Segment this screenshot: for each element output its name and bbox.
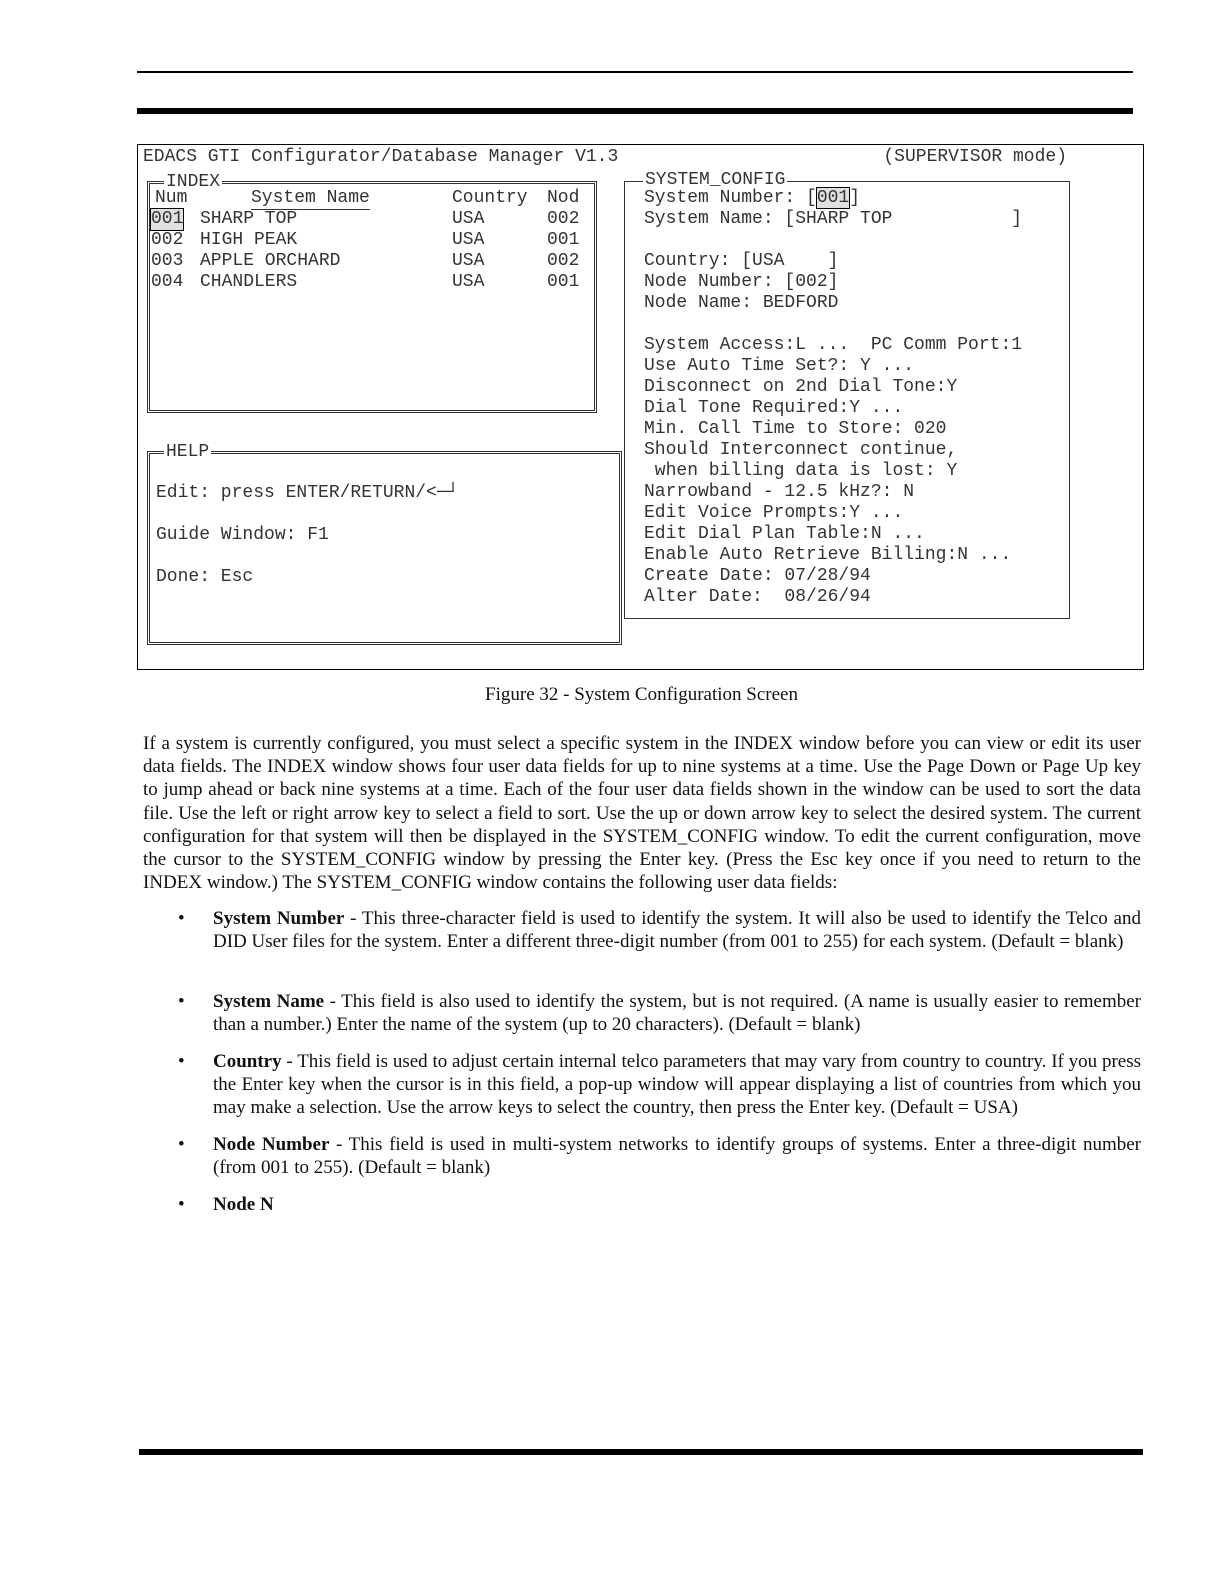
help-done-line: Done: Esc xyxy=(156,567,254,587)
header-rule-thin xyxy=(137,71,1133,73)
row-node: 002 xyxy=(547,251,580,271)
header-num[interactable]: Num xyxy=(155,188,188,208)
row-node: 001 xyxy=(547,272,580,292)
row-country: USA xyxy=(452,251,485,271)
interconnect-field-cont[interactable]: when billing data is lost: Y xyxy=(644,461,958,481)
bullet-text: - This field is used in multi-system networks to identify groups of systems. Enter a three-digit number (from 001 to 255). (Default = blank) xyxy=(213,1134,1141,1179)
create-date-field: Create Date: 07/28/94 xyxy=(644,566,871,586)
row-system-name: CHANDLERS xyxy=(200,272,298,292)
system-access-field[interactable]: System Access:L ... PC Comm Port:1 xyxy=(644,335,1023,355)
body-paragraph: If a system is currently configured, you must select a specific system in the INDEX window before you can view or edit its user data fields. The INDEX window shows four user data fields for up to nine systems at a time. Use the Page Down or Page Up key to jump ahead or back nine systems at a time. Each of the four user data fields shown in the window can be used to sort the data file. Use the left or right arrow key to select a field to sort. Use the up or down arrow key to select the desired system. The current configuration for that system will then be displayed in the SYSTEM_CONFIG window. To edit the current configuration, move the cursor to the SYSTEM_CONFIG window by pressing the Enter key. (Press the Esc key once if you need to return to the INDEX window.) The SYSTEM_CONFIG window contains the following user data fields: xyxy=(143,733,1141,894)
row-num: 001 xyxy=(151,209,184,229)
bullet-term: Node Number xyxy=(213,1134,330,1155)
system-name-field[interactable]: System Name: [SHARP TOP ] xyxy=(644,209,1023,229)
bullet-term: System Name xyxy=(213,991,325,1012)
header-system-name[interactable]: System Name xyxy=(251,188,370,208)
app-title: EDACS GTI Configurator/Database Manager V1.3 xyxy=(143,147,619,167)
row-num: 002 xyxy=(151,230,184,250)
row-system-name: APPLE ORCHARD xyxy=(200,251,341,271)
bullet-system-number xyxy=(213,907,1141,953)
index-window[interactable] xyxy=(147,172,597,413)
bullet-term: Node N xyxy=(213,1194,274,1215)
interconnect-field: Should Interconnect continue, xyxy=(644,440,958,460)
system-config-window[interactable] xyxy=(624,170,1070,619)
row-system-name: SHARP TOP xyxy=(200,209,298,229)
mode-indicator: (SUPERVISOR mode) xyxy=(883,147,1067,167)
bullet-symbol: • xyxy=(178,1134,185,1155)
narrowband-field[interactable]: Narrowband - 12.5 kHz?: N xyxy=(644,482,915,502)
bullet-text: - This field is also used to identify the system, but is not required. (A name is usually easier to remember than a number.) Enter the name of the system (up to 20 characters). (Default = blank) xyxy=(213,991,1142,1036)
bullet-text: - This three-character field is used to identify the system. It will also be used to identify the Telco and DID User files for the system. Enter a different three-digit number (from 001 to 255) for each system. (Default = blank) xyxy=(213,908,1141,953)
dial-plan-field[interactable]: Edit Dial Plan Table:N ... xyxy=(644,524,925,544)
header-node[interactable]: Nod xyxy=(547,188,580,208)
index-window-label: INDEX xyxy=(166,172,221,192)
bullet-term: Country xyxy=(213,1051,282,1072)
help-edit-line: Edit: press ENTER/RETURN/<─┘ xyxy=(156,483,459,503)
row-country: USA xyxy=(452,230,485,250)
system-config-label: SYSTEM_CONFIG xyxy=(645,170,786,190)
bullet-symbol: • xyxy=(178,991,185,1012)
auto-retrieve-field[interactable]: Enable Auto Retrieve Billing:N ... xyxy=(644,545,1012,565)
header-country[interactable]: Country xyxy=(452,188,528,208)
help-window-label: HELP xyxy=(166,442,210,462)
min-call-time-field[interactable]: Min. Call Time to Store: 020 xyxy=(644,419,947,439)
bullet-symbol: • xyxy=(178,908,185,929)
row-country: USA xyxy=(452,209,485,229)
bullet-symbol: • xyxy=(178,1051,185,1072)
index-row[interactable] xyxy=(150,209,580,230)
row-num: 004 xyxy=(151,272,184,292)
help-window xyxy=(147,442,622,645)
bullet-term: System Number xyxy=(213,908,345,929)
country-field[interactable]: Country: [USA ] xyxy=(644,251,839,271)
disconnect-field[interactable]: Disconnect on 2nd Dial Tone:Y xyxy=(644,377,958,397)
bullet-node-name xyxy=(213,1193,1141,1216)
bullet-country xyxy=(213,1050,1141,1120)
figure-caption: Figure 32 - System Configuration Screen xyxy=(485,684,798,705)
terminal-screenshot xyxy=(137,144,1144,670)
alter-date-field: Alter Date: 08/26/94 xyxy=(644,587,871,607)
row-node: 002 xyxy=(547,209,580,229)
row-node: 001 xyxy=(547,230,580,250)
system-number-label: System Number: [ xyxy=(644,188,817,208)
system-number-field[interactable] xyxy=(644,188,860,209)
help-guide-line: Guide Window: F1 xyxy=(156,525,329,545)
bullet-symbol: • xyxy=(178,1194,185,1215)
bullet-text: - This field is used to adjust certain internal telco parameters that may vary from country to country. If you press the Enter key when the cursor is in this field, a pop-up window will appear displaying a list of countries from which you may make a selection. Use the arrow keys to select the country, then press the Enter key. (Default = USA) xyxy=(213,1051,1141,1119)
bullet-node-number xyxy=(213,1133,1141,1179)
node-name-field: Node Name: BEDFORD xyxy=(644,293,839,313)
index-row[interactable] xyxy=(150,251,580,272)
bullet-system-name xyxy=(213,990,1141,1036)
node-number-field[interactable]: Node Number: [002] xyxy=(644,272,839,292)
row-country: USA xyxy=(452,272,485,292)
footer-rule xyxy=(139,1449,1143,1455)
row-system-name: HIGH PEAK xyxy=(200,230,298,250)
system-number-bracket: ] xyxy=(849,188,861,208)
row-num: 003 xyxy=(151,251,184,271)
system-number-value[interactable]: 001 xyxy=(816,188,850,208)
auto-time-field[interactable]: Use Auto Time Set?: Y ... xyxy=(644,356,915,376)
index-row[interactable] xyxy=(150,230,580,251)
voice-prompts-field[interactable]: Edit Voice Prompts:Y ... xyxy=(644,503,904,523)
header-rule-thick xyxy=(137,108,1133,114)
index-row[interactable] xyxy=(150,272,580,293)
dial-tone-field[interactable]: Dial Tone Required:Y ... xyxy=(644,398,904,418)
